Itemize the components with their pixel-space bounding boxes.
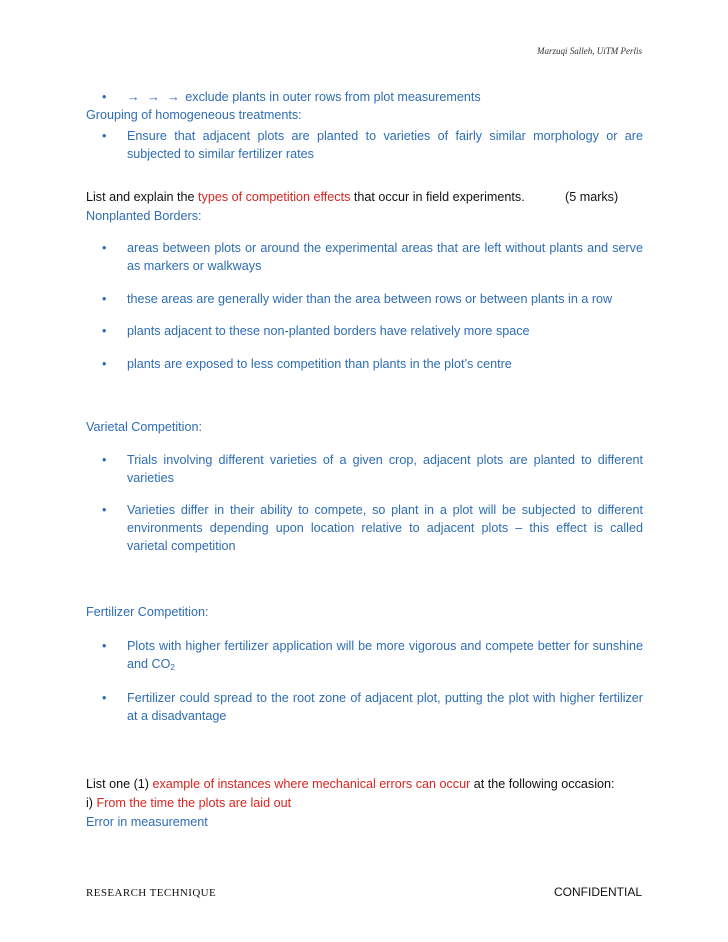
list-item: [86, 355, 643, 373]
page-header-author: Marzuqi Salleh, UiTM Perlis: [537, 46, 642, 56]
bullet-icon: •: [102, 292, 107, 306]
bullet-icon: •: [102, 357, 107, 371]
nonplanted-bullet-text: plants adjacent to these non-planted borders have relatively more space: [127, 324, 530, 338]
exclude-plants-text: exclude plants in outer rows from plot measurements: [185, 90, 481, 104]
list-item: [86, 689, 643, 725]
question-item: [86, 794, 643, 812]
question-highlight: example of instances where mechanical errors can occur: [152, 777, 471, 791]
answer-text: Error in measurement: [86, 815, 208, 829]
list-item: [86, 88, 643, 106]
nonplanted-heading: Nonplanted Borders:: [86, 209, 202, 223]
marks-label: (5 marks): [565, 190, 619, 204]
bullet-icon: •: [102, 241, 107, 255]
varietal-bullet-text: Varieties differ in their ability to compete, so plant in a plot will be subjected to different environments depending upon location relative to adjacent plots – this effect is called varietal competition: [127, 503, 643, 553]
bullet-icon: •: [102, 90, 107, 104]
question-prefix: List one (1): [86, 777, 153, 791]
bullet-icon: •: [102, 324, 107, 338]
bullet-icon: •: [102, 639, 107, 653]
item-highlight: From the time the plots are laid out: [96, 796, 292, 810]
item-prefix: i): [86, 796, 97, 810]
bullet-icon: •: [102, 453, 107, 467]
fertilizer-bullet-text: [127, 637, 643, 673]
fertilizer-bullet-text: Fertilizer could spread to the root zone of adjacent plot, putting the plot with higher fertilizer at a disadvantage: [127, 691, 643, 723]
fertilizer-bullet-main: Plots with higher fertilizer application will be more vigorous and compete better for sunshine and CO: [127, 639, 643, 671]
list-item: [86, 127, 643, 163]
question-prefix: List and explain the: [86, 190, 199, 204]
question-competition-effects: [86, 188, 643, 206]
nonplanted-bullet-text: plants are exposed to less competition than plants in the plot’s centre: [127, 357, 512, 371]
footer-course-title: RESEARCH TECHNIQUE: [86, 887, 217, 899]
bullet-icon: •: [102, 129, 107, 143]
list-item: [86, 501, 643, 555]
co2-subscript: 2: [170, 663, 175, 672]
list-item: [86, 637, 643, 673]
question-suffix: at the following occasion:: [470, 777, 615, 791]
fertilizer-heading: Fertilizer Competition:: [86, 605, 209, 619]
varietal-bullet-text: Trials involving different varieties of a given crop, adjacent plots are planted to different varieties: [127, 453, 643, 485]
list-item: [86, 451, 643, 487]
footer-confidential: CONFIDENTIAL: [553, 885, 642, 899]
list-item: [86, 322, 643, 340]
question-suffix: that occur in field experiments.: [350, 190, 525, 204]
list-item: [86, 290, 643, 308]
question-mechanical-errors: [86, 775, 643, 793]
arrow-icons: → → →: [127, 90, 182, 104]
grouping-bullet-text: Ensure that adjacent plots are planted to varieties of fairly similar morphology or are subjected to similar fertilizer rates: [127, 129, 643, 161]
nonplanted-bullet-text: areas between plots or around the experimental areas that are left without plants and serve as markers or walkways: [127, 241, 643, 273]
grouping-heading: Grouping of homogeneous treatments:: [86, 108, 302, 122]
question-highlight: types of competition effects: [198, 190, 351, 204]
bullet-icon: •: [102, 503, 107, 517]
bullet-icon: •: [102, 691, 107, 705]
varietal-heading: Varietal Competition:: [86, 420, 202, 434]
list-item: [86, 239, 643, 275]
nonplanted-bullet-text: these areas are generally wider than the area between rows or between plants in a row: [127, 292, 613, 306]
